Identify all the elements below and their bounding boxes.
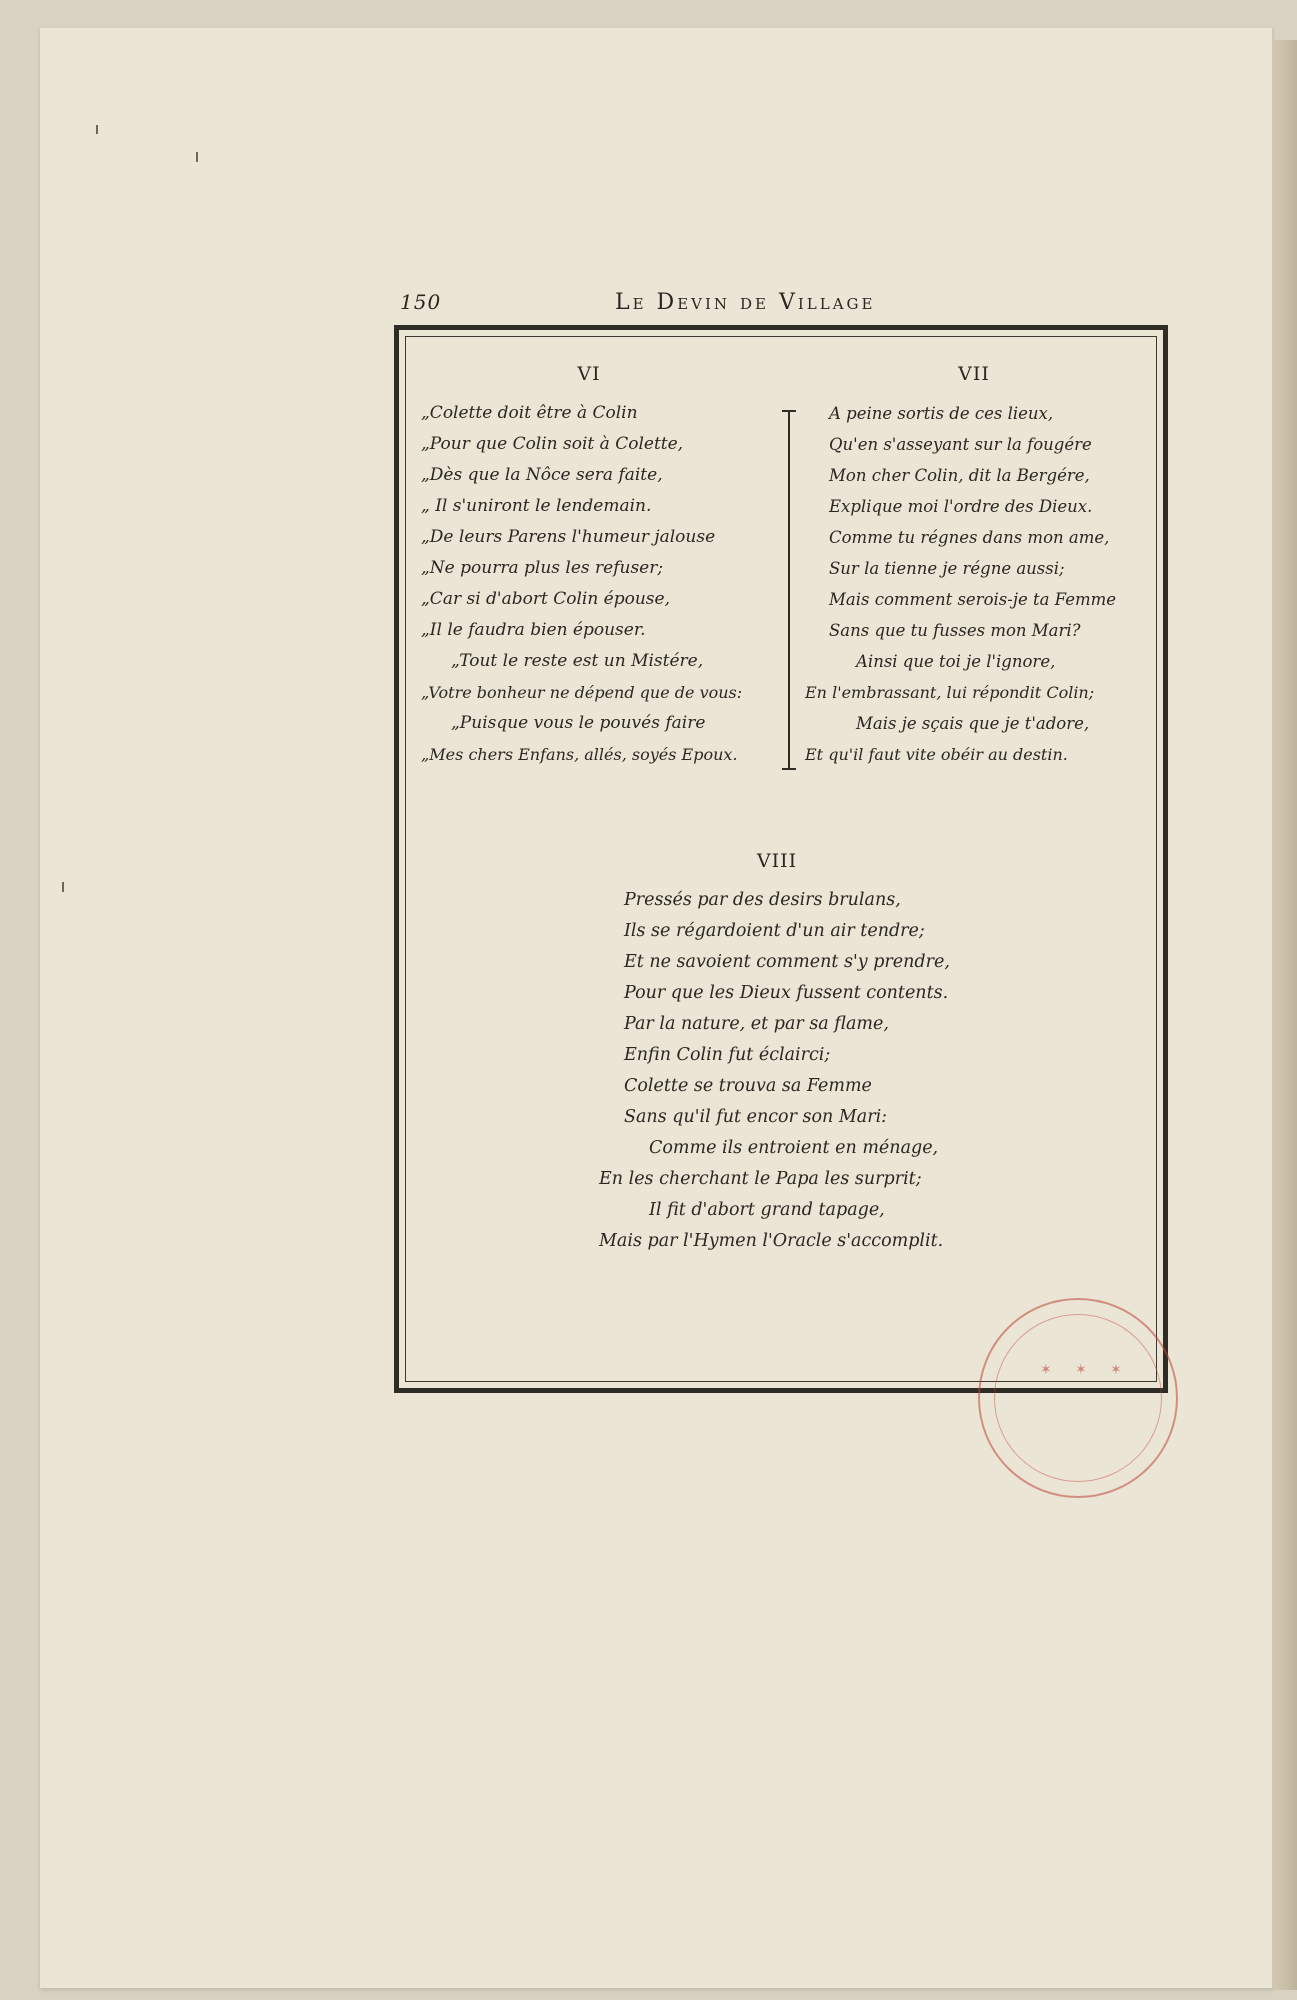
- verse-line: Ainsi que toi je l'ignore,: [856, 652, 1056, 671]
- verse-line: Ils se régardoient d'un air tendre;: [624, 921, 925, 941]
- star-icon: ✶: [1075, 1362, 1087, 1378]
- verse-line: Par la nature, et par sa flame,: [624, 1014, 889, 1034]
- verse-line: Sans que tu fusses mon Mari?: [829, 621, 1081, 640]
- verse-line: Pressés par des desirs brulans,: [624, 890, 901, 910]
- page-number: 150: [400, 290, 442, 314]
- star-icon: ✶: [1040, 1362, 1052, 1378]
- stanza-vi-verse: [421, 398, 742, 770]
- verse-line: Mon cher Colin, dit la Bergére,: [829, 466, 1090, 485]
- verse-line: „Mes chers Enfans, allés, soyés Epoux.: [421, 745, 738, 764]
- stanza-number-viii: VIII: [756, 850, 798, 872]
- verse-line: Mais par l'Hymen l'Oracle s'accomplit.: [599, 1231, 944, 1251]
- verse-line: „Votre bonheur ne dépend que de vous:: [421, 683, 743, 702]
- running-title: Le Devin de Village: [615, 290, 876, 315]
- paper-speck: [62, 882, 64, 892]
- verse-line: Mais comment serois-je ta Femme: [829, 590, 1117, 609]
- star-icon: ✶: [1110, 1362, 1122, 1378]
- verse-line: Colette se trouva sa Femme: [624, 1076, 872, 1096]
- paper-speck: [196, 152, 198, 162]
- verse-line: Comme ils entroient en ménage,: [649, 1138, 939, 1158]
- verse-line: Sans qu'il fut encor son Mari:: [624, 1107, 888, 1127]
- stanza-viii-verse: [599, 885, 950, 1257]
- verse-line: Mais je sçais que je t'adore,: [856, 714, 1090, 733]
- verse-line: „Puisque vous le pouvés faire: [451, 713, 706, 733]
- verse-line: Et qu'il faut vite obéir au destin.: [805, 745, 1068, 764]
- verse-line: Enfin Colin fut éclairci;: [624, 1045, 831, 1065]
- stanza-number-vi: VI: [577, 363, 601, 385]
- running-head: [400, 290, 1180, 320]
- verse-line: „Dès que la Nôce sera faite,: [421, 465, 663, 485]
- verse-line: „Ne pourra plus les refuser;: [421, 558, 664, 578]
- verse-line: Sur la tienne je régne aussi;: [829, 559, 1065, 578]
- verse-line: „Colette doit être à Colin: [421, 403, 638, 423]
- stanza-number-vii: VII: [958, 363, 990, 385]
- verse-line: „Car si d'abort Colin épouse,: [421, 589, 670, 609]
- verse-line: Et ne savoient comment s'y prendre,: [624, 952, 950, 972]
- verse-line: „Pour que Colin soit à Colette,: [421, 434, 684, 454]
- verse-line: Il fit d'abort grand tapage,: [649, 1200, 885, 1220]
- verse-line: Comme tu régnes dans mon ame,: [829, 528, 1110, 547]
- verse-line: Qu'en s'asseyant sur la fougére: [829, 435, 1092, 454]
- verse-line: A peine sortis de ces lieux,: [829, 404, 1054, 423]
- verse-line: „Il le faudra bien épouser.: [421, 620, 646, 640]
- verse-line: „Tout le reste est un Mistére,: [451, 651, 704, 671]
- page-edge: [1270, 40, 1297, 1990]
- verse-line: En les cherchant le Papa les surprit;: [599, 1169, 922, 1189]
- verse-line: „ Il s'uniront le lendemain.: [421, 496, 652, 516]
- column-divider: [788, 410, 790, 770]
- verse-line: Explique moi l'ordre des Dieux.: [829, 497, 1093, 516]
- paper-speck: [96, 125, 98, 134]
- engraved-frame: [394, 325, 1168, 1393]
- verse-line: „De leurs Parens l'humeur jalouse: [421, 527, 716, 547]
- library-stamp: [978, 1298, 1178, 1498]
- verse-line: En l'embrassant, lui répondit Colin;: [805, 683, 1095, 702]
- stanza-vii-verse: [801, 398, 1116, 770]
- verse-line: Pour que les Dieux fussent contents.: [624, 983, 949, 1003]
